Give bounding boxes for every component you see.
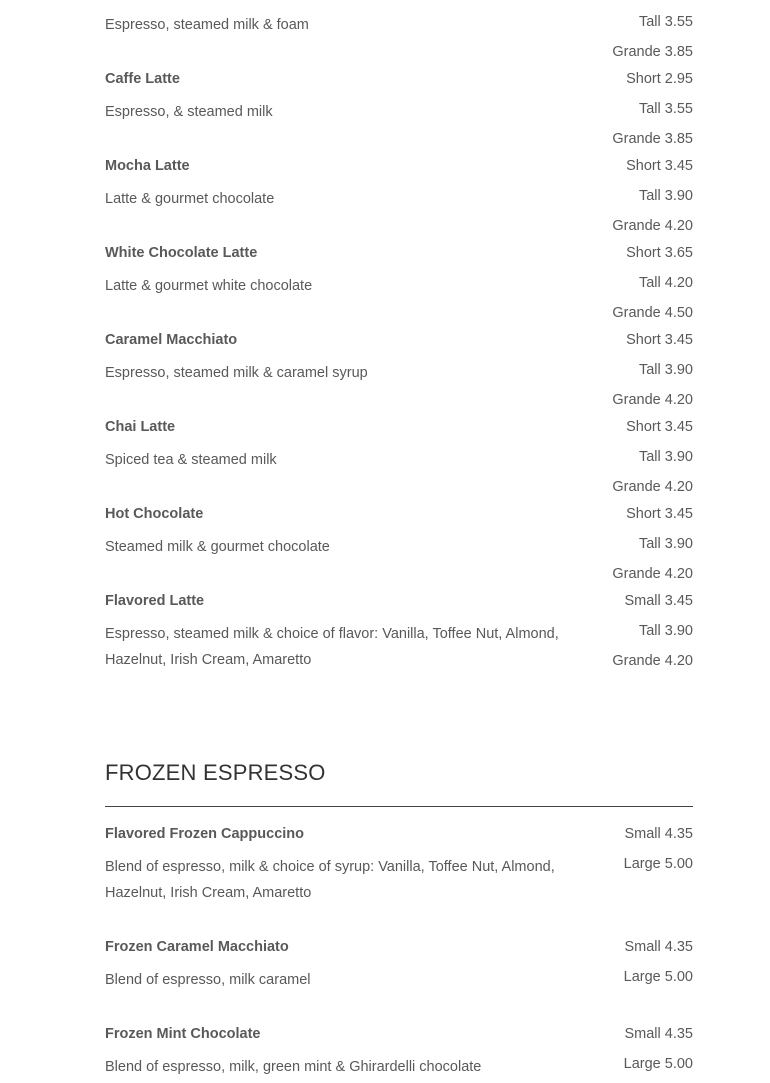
section-title-frozen-espresso: FROZEN ESPRESSO <box>105 760 326 785</box>
price-short: Short 3.65 <box>626 245 693 261</box>
price-tall: Tall 3.55 <box>638 101 693 117</box>
price-tall: Tall 3.90 <box>638 536 693 552</box>
price-grande: Grande 4.20 <box>612 218 693 234</box>
price-tall: Tall 3.55 <box>638 14 693 30</box>
item-description: Spiced tea & steamed milk <box>105 452 277 468</box>
price-small: Small 4.35 <box>624 939 693 955</box>
price-large: Large 5.00 <box>623 969 693 985</box>
price-grande: Grande 4.20 <box>612 566 693 582</box>
item-description: Steamed milk & gourmet chocolate <box>105 539 330 555</box>
item-name: Mocha Latte <box>105 158 190 174</box>
item-description: Espresso, steamed milk & foam <box>105 17 309 33</box>
section-divider <box>105 806 693 807</box>
price-grande: Grande 4.20 <box>612 479 693 495</box>
item-name: White Chocolate Latte <box>105 245 258 261</box>
item-description: Latte & gourmet chocolate <box>105 191 275 207</box>
item-name: Caffe Latte <box>105 71 180 87</box>
price-tall: Tall 4.20 <box>638 275 693 291</box>
item-description: Espresso, & steamed milk <box>105 104 273 120</box>
item-description: Blend of espresso, milk, green mint & Ghirardelli chocolate <box>105 1059 482 1075</box>
item-description: Latte & gourmet white chocolate <box>105 278 313 294</box>
price-short: Short 3.45 <box>626 332 693 348</box>
price-short: Short 3.45 <box>626 506 693 522</box>
price-short: Short 3.45 <box>626 158 693 174</box>
item-name: Frozen Mint Chocolate <box>105 1026 261 1042</box>
item-description: Blend of espresso, milk & choice of syrup: Vanilla, Toffee Nut, Almond, Hazelnut, Irish Cream, Amaretto <box>105 859 555 901</box>
price-tall: Tall 3.90 <box>638 449 693 465</box>
price-grande: Grande 3.85 <box>612 44 693 60</box>
item-description: Espresso, steamed milk & caramel syrup <box>105 365 368 381</box>
price-large: Large 5.00 <box>623 856 693 872</box>
price-grande: Grande 4.20 <box>612 653 693 669</box>
price-short: Short 2.95 <box>626 71 693 87</box>
price-large: Large 5.00 <box>623 1056 693 1072</box>
price-grande: Grande 4.50 <box>612 305 693 321</box>
price-tall: Tall 3.90 <box>638 188 693 204</box>
price-short: Short 3.45 <box>626 419 693 435</box>
item-name: Caramel Macchiato <box>105 332 238 348</box>
item-name: Flavored Frozen Cappuccino <box>105 826 304 842</box>
price-grande: Grande 3.85 <box>612 131 693 147</box>
price-small: Small 4.35 <box>624 1026 693 1042</box>
price-small: Small 3.45 <box>624 593 693 609</box>
price-tall: Tall 3.90 <box>638 623 693 639</box>
item-name: Frozen Caramel Macchiato <box>105 939 289 955</box>
item-name: Flavored Latte <box>105 593 205 609</box>
price-small: Small 4.35 <box>624 826 693 842</box>
price-tall: Tall 3.90 <box>638 362 693 378</box>
item-name: Chai Latte <box>105 419 176 435</box>
price-grande: Grande 4.20 <box>612 392 693 408</box>
item-description: Blend of espresso, milk caramel <box>105 972 311 988</box>
item-description: Espresso, steamed milk & choice of flavor: Vanilla, Toffee Nut, Almond, Hazelnut, Irish Cream, Amaretto <box>105 626 559 668</box>
item-name: Hot Chocolate <box>105 506 204 522</box>
